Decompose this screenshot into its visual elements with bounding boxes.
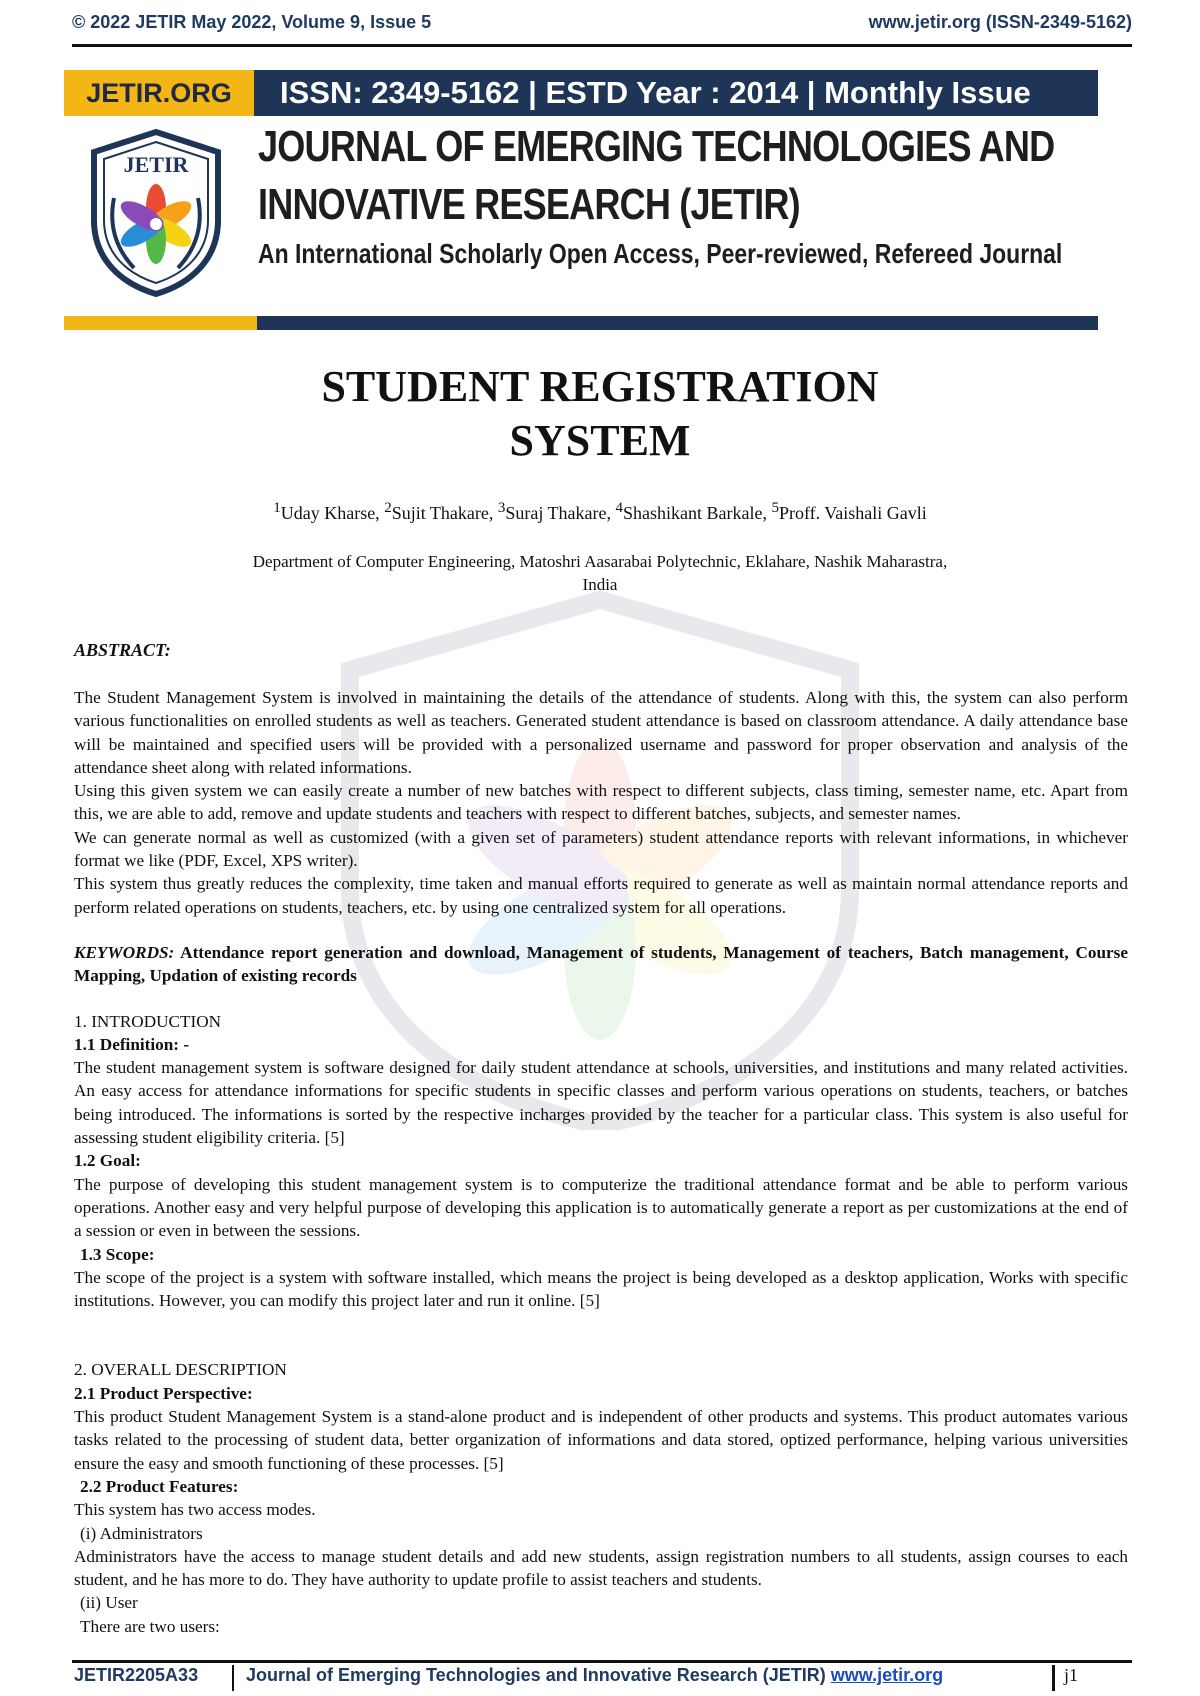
subsection-heading: 1.3 Scope: xyxy=(80,1244,155,1264)
body-paragraph: This system has two access modes. xyxy=(74,1500,316,1520)
body-paragraph: The purpose of developing this student management system is to computerize the traditional attendance format and be able to perform various operations. Another easy and very helpful purpose of developing this application is to automatically generate a report as per customizations at the end of a session or even in between the sessions. xyxy=(74,1174,1128,1241)
body-paragraph: The scope of the project is a system with software installed, which means the project is being developed as a desktop application, Works with specific institutions. However, you can modify this project later and run it online. [5] xyxy=(74,1267,1128,1311)
body-paragraph: There are two users: xyxy=(80,1616,220,1636)
journal-subtitle: An International Scholarly Open Access, Peer-reviewed, Refereed Journal xyxy=(258,238,1063,269)
footer-journal: Journal of Emerging Technologies and Innovative Research (JETIR) www.jetir.org xyxy=(246,1665,944,1685)
subsection-heading: 1.1 Definition: - xyxy=(74,1034,190,1054)
jetir-logo-icon xyxy=(86,128,226,298)
journal-title-line2: INNOVATIVE RESEARCH (JETIR) xyxy=(258,180,800,229)
footer-link[interactable]: www.jetir.org xyxy=(830,1665,944,1685)
author-name: Sujit Thakare, xyxy=(391,503,498,523)
footer-divider xyxy=(1052,1665,1055,1691)
keywords xyxy=(74,941,1128,988)
paper-id: JETIR2205A33 xyxy=(74,1665,199,1685)
paper-title-line2: SYSTEM xyxy=(509,416,691,465)
abstract-paragraph: The Student Management System is involved in maintaining the details of the attendance of students. Along with this, the system can also perform various functionalities on enrolled students as well as teachers. Generated student attendance is based on classroom attendance. A daily attendance base will be maintained and specified users will be provided with a personalized username and password for proper observation and analysis of the attendance sheet along with related informations. xyxy=(74,688,1128,777)
banner-org: JETIR.ORG xyxy=(64,70,254,116)
section-heading: 2. OVERALL DESCRIPTION xyxy=(74,1360,287,1380)
keywords-text: Attendance report generation and download, Management of students, Management of teachers, Batch management, Course Mapping, Updation of existing records xyxy=(74,942,1128,986)
footer-divider xyxy=(232,1665,234,1691)
author-list: $^1$Uday Kharse, $^2$Sujit Thakare, $^3$Suraj Thakare, $^4$Shashikant Barkale, $^5$Proff. Vaishali Gavli xyxy=(273,500,927,523)
abstract-label: ABSTRACT: xyxy=(74,640,171,660)
running-header xyxy=(72,12,1132,38)
abstract-paragraph: This system thus greatly reduces the complexity, time taken and manual efforts required to generate as well as maintain normal attendance reports and perform related operations on students, teachers, etc. by using one centralized system for all operations. xyxy=(74,874,1128,917)
header-citation: © 2022 JETIR May 2022, Volume 9, Issue 5 xyxy=(72,12,432,32)
body-paragraph: This product Student Management System is a stand-alone product and is independent of other products and systems. This product automates various tasks related to the processing of student data, better organization of informations and data stored, optized performance, helping various universities ensure the easy and smooth functioning of these processes. [5] xyxy=(74,1407,1128,1473)
list-item: (i) Administrators xyxy=(80,1523,203,1543)
svg-text:JETIR: JETIR xyxy=(123,152,189,177)
keywords-label: KEYWORDS: xyxy=(74,942,175,962)
author-name: Proff. Vaishali Gavli xyxy=(778,503,927,523)
author-name: Suraj Thakare, xyxy=(505,503,616,523)
author-name: Shashikant Barkale, xyxy=(622,503,772,523)
header-website: www.jetir.org (ISSN-2349-5162) xyxy=(868,12,1132,32)
abstract-paragraph: Using this given system we can easily create a number of new batches with respect to different subjects, class timing, semester name, etc. Apart from this, we are able to add, remove and update students and teachers with respect to different batches, subjects, and semester names. xyxy=(74,781,1128,824)
paper-title xyxy=(0,360,1200,468)
affiliation: Department of Computer Engineering, Matoshri Aasarabai Polytechnic, Eklahare, Nashik Maharastra, India xyxy=(252,552,948,594)
author-name: Uday Kharse, xyxy=(280,503,385,523)
paper-title-line1: STUDENT REGISTRATION xyxy=(321,362,879,411)
journal-title-line1: JOURNAL OF EMERGING TECHNOLOGIES AND xyxy=(258,122,1055,171)
paper-body xyxy=(74,686,1128,1638)
section-heading: 1. INTRODUCTION xyxy=(74,1011,222,1031)
body-paragraph: Administrators have the access to manage student details and add new students, assign registration numbers to all students, assign courses to each student, and he has more to do. They have authority to update profile to assist teachers and students. xyxy=(74,1546,1128,1590)
subsection-heading: 2.1 Product Perspective: xyxy=(74,1383,253,1403)
abstract-paragraph: We can generate normal as well as customized (with a given set of parameters) student attendance reports with relevant informations, in whichever format we like (PDF, Excel, XPS writer). xyxy=(74,827,1128,871)
banner-bottom-bar xyxy=(64,316,1098,330)
body-paragraph: The student management system is software designed for daily student attendance at schools, universities, and institutions and many related activities. An easy access for attendance informations for specific students in specific classes and perform various operations on students, teachers, or batches being introduced. The informations is sorted by the respective incharges provided by the teacher for a particular class. This system is also useful for assessing student eligibility criteria. [5] xyxy=(74,1058,1128,1148)
header-rule xyxy=(72,44,1132,47)
subsection-heading: 2.2 Product Features: xyxy=(80,1476,239,1496)
running-footer xyxy=(72,1665,1132,1693)
subsection-heading: 1.2 Goal: xyxy=(74,1151,141,1171)
page-number: j1 xyxy=(1064,1665,1079,1685)
list-item: (ii) User xyxy=(80,1593,138,1613)
journal-banner xyxy=(64,70,1098,116)
footer-rule xyxy=(72,1660,1132,1663)
banner-issn: ISSN: 2349-5162 | ESTD Year : 2014 | Monthly Issue xyxy=(254,70,1098,116)
